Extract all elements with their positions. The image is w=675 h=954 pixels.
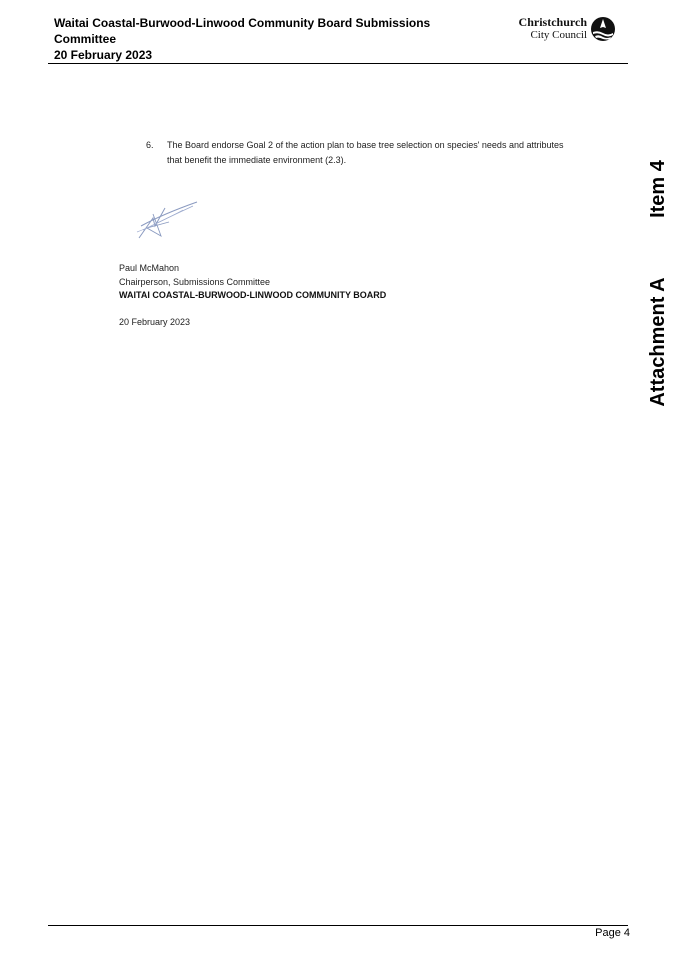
header-date: 20 February 2023 — [54, 48, 153, 62]
document-header-title — [54, 15, 474, 63]
logo-line1: Christchurch — [518, 15, 587, 29]
side-label-item: Item 4 — [647, 160, 669, 218]
item-number: 6. — [146, 140, 154, 150]
logo-wordmark — [514, 16, 587, 41]
side-label-attachment: Attachment A — [647, 277, 669, 407]
logo-line2: City Council — [530, 29, 587, 41]
signature-date: 20 February 2023 — [119, 317, 191, 327]
header-divider — [48, 63, 628, 64]
signatory-name: Paul McMahon — [119, 263, 180, 273]
footer-divider — [48, 925, 628, 926]
header-title-line2: Committee — [54, 32, 117, 46]
page-number: Page 4 — [595, 927, 630, 939]
christchurch-city-council-logo — [514, 16, 618, 44]
council-emblem-icon — [590, 16, 616, 42]
item-text: The Board endorse Goal 2 of the action plan to base tree selection on species' needs and attributes that benefit the immediate environment (2.3). — [167, 140, 564, 165]
header-title-line1: Waitai Coastal-Burwood-Linwood Community Board Submissions — [54, 16, 431, 30]
handwritten-signature — [133, 196, 201, 242]
signatory-block — [119, 262, 386, 303]
signatory-role: Chairperson, Submissions Committee — [119, 276, 271, 287]
signatory-organisation: WAITAI COASTAL-BURWOOD-LINWOOD COMMUNITY BOARD — [119, 290, 387, 300]
